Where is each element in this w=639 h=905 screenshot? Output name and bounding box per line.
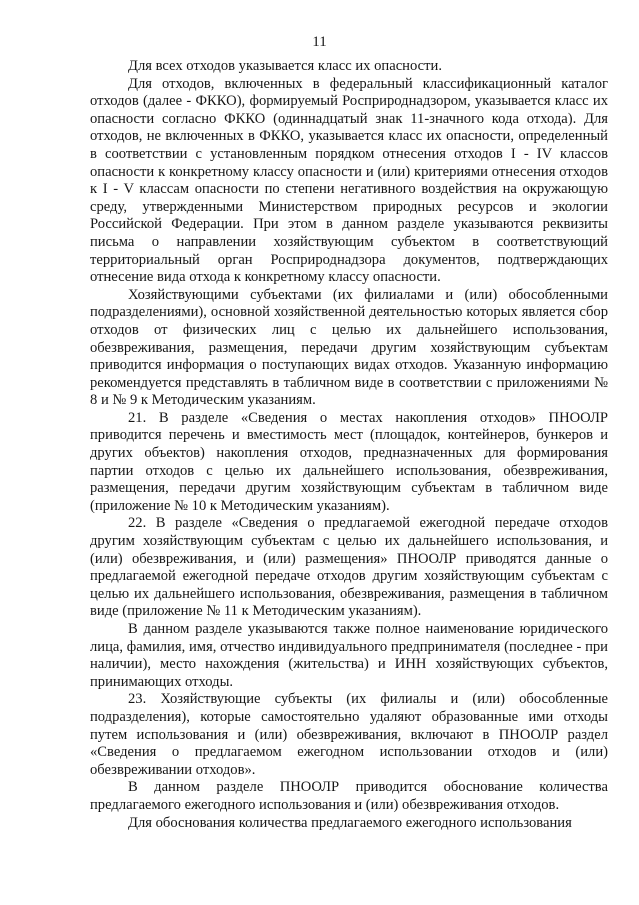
paragraph-justification-continued: Для обоснования количества предлагаемого ежегодного использования — [128, 814, 572, 831]
paragraph-hazard-class-all: Для всех отходов указывается класс их опасности. — [128, 58, 442, 74]
document-body — [90, 58, 608, 832]
paragraph-section-23-own-utilization: 23. Хозяйствующие субъекты (их филиалы и (или) обособленные подразделения), которые самостоятельно удаляют образованные ими отходы путем использования и (или) обезвреживания, включают в ПНООЛР раздел «Сведения о предлагаемом ежегодном использовании отходов и (или) обезвреживании отходов». — [90, 691, 608, 778]
paragraph-section-21-accumulation-sites: 21. В разделе «Сведения о местах накопления отходов» ПНООЛР приводится перечень и вместимость мест (площадок, контейнеров, бункеров и других объектов) накопления отходов, предназначенных для формирования партии отходов с целью их дальнейшего использования, обезвреживания, размещения, передачи другим хозяйствующим субъектам в табличном виде (приложение № 10 к Методическим указаниям). — [90, 409, 608, 514]
paragraph-quantity-justification: В данном разделе ПНООЛР приводится обоснование количества предлагаемого ежегодного использования и (или) обезвреживания отходов. — [90, 779, 608, 813]
page-number: 11 — [312, 34, 327, 50]
paragraph-receiving-entities-details: В данном разделе указываются также полное наименование юридического лица, фамилия, имя, отчество индивидуального предпринимателя (последнее - при наличии), место нахождения (жительства) и ИНН хозяйствующих субъектов, принимающих отходы. — [90, 621, 608, 690]
paragraph-fkko-hazard-class: Для отходов, включенных в федеральный классификационный каталог отходов (далее - ФККО), формируемый Росприроднадзором, указывается класс их опасности согласно ФККО (одиннадцатый знак 11-значного кода отхода). Для отходов, не включенных в ФККО, указывается класс их опасности, определенный в соответствии с установленным порядком отнесения отходов I - IV классов опасности к конкретному классу опасности и (или) критериями отнесения отходов к I - V классам опасности по степени негативного воздействия на окружающую среду, утвержденными Министерством природных ресурсов и экологии Российской Федерации. При этом в данном разделе указываются реквизиты письма о направлении хозяйствующим субъектом в соответствующий территориальный орган Росприроднадзора документов, подтверждающих отнесение вида отхода к конкретному классу опасности. — [90, 75, 608, 286]
paragraph-waste-collectors-info: Хозяйствующими субъектами (их филиалами и (или) обособленными подразделениями), основной хозяйственной деятельностью которых является сбор отходов от физических лиц с целью их дальнейшего использования, обезвреживания, размещения, передачи другим хозяйствующим субъектам приводится информация о поступающих видах отходов. Указанную информацию рекомендуется представлять в табличном виде в соответствии с приложениями № 8 и № 9 к Методическим указаниям. — [90, 286, 608, 409]
paragraph-section-22-waste-transfer: 22. В разделе «Сведения о предлагаемой ежегодной передаче отходов другим хозяйствующим субъектам с целью их дальнейшего использования, и (или) обезвреживания, и (или) размещения» ПНООЛР приводятся данные о предлагаемой ежегодной передаче отходов другим хозяйствующим субъектам с целью их дальнейшего использования, обезвреживания, размещения в табличном виде (приложение № 11 к Методическим указаниям). — [90, 515, 608, 620]
